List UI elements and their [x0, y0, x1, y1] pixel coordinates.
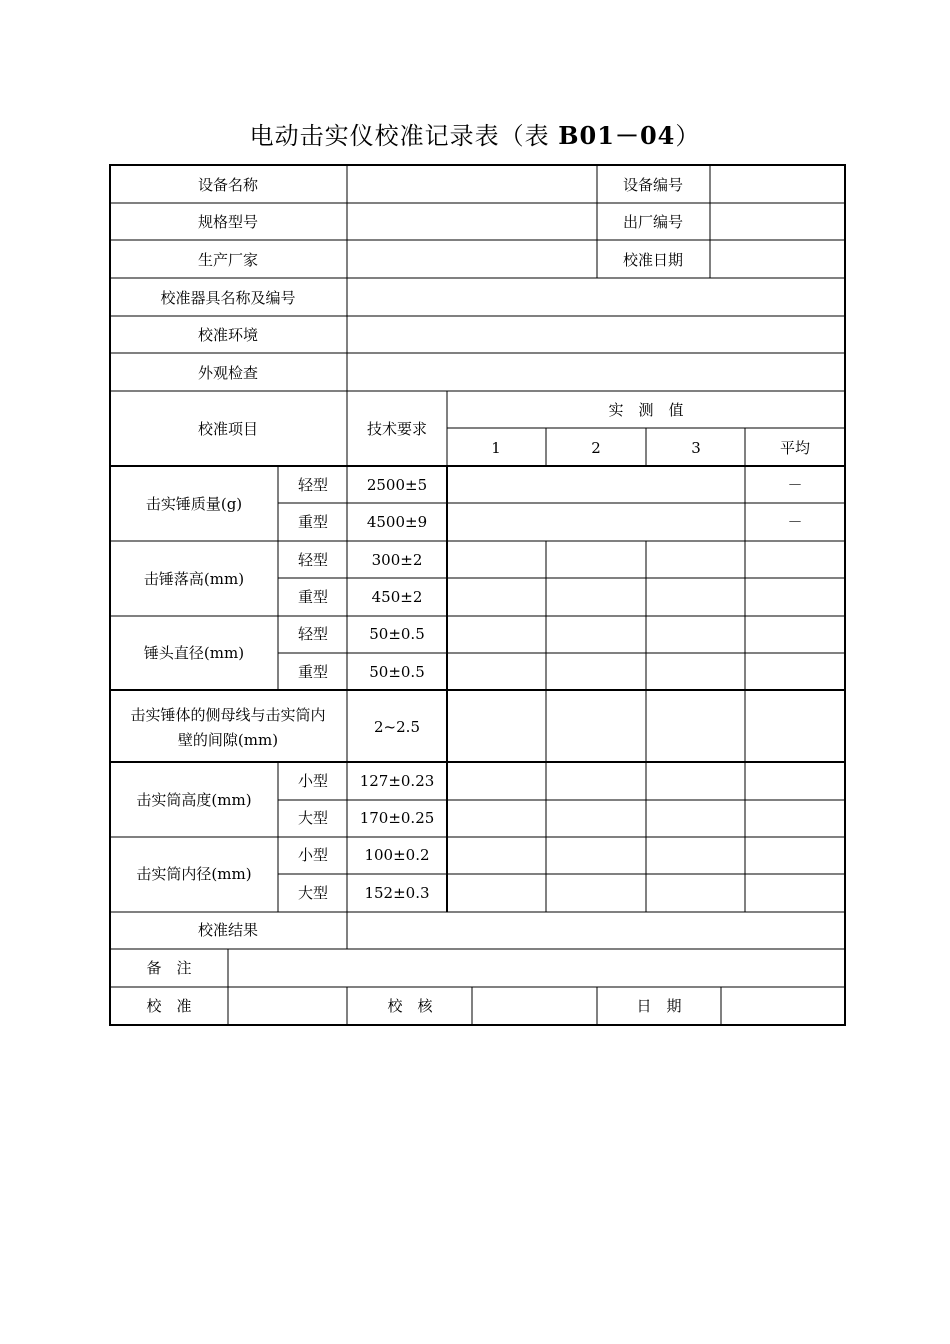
manufacturer-label: 生产厂家	[197, 251, 259, 269]
hammer-mass-light: 轻型	[297, 476, 329, 494]
col-1-header: 1	[491, 439, 501, 457]
hammer-mass-light-req: 2500±5	[366, 476, 428, 494]
head-diameter-heavy-req: 50±0.5	[369, 663, 425, 681]
check-label: 校 核	[387, 997, 433, 1015]
hammer-mass-heavy-avg: －	[787, 513, 803, 531]
head-diameter-light-req: 50±0.5	[369, 625, 425, 643]
drop-height-label: 击锤落高(mm)	[143, 570, 245, 588]
head-diameter-heavy: 重型	[297, 663, 329, 681]
requirement-header: 技术要求	[366, 420, 428, 438]
measured-header: 实 测 值	[608, 401, 684, 419]
gap-req: 2~2.5	[374, 718, 420, 736]
cyl-diameter-label: 击实筒内径(mm)	[136, 865, 252, 883]
calibrate-label: 校 准	[146, 997, 192, 1015]
result-label: 校准结果	[197, 921, 259, 939]
cyl-height-small-req: 127±0.23	[359, 772, 435, 790]
cyl-diameter-large-req: 152±0.3	[364, 884, 430, 902]
instrument-label: 校准器具名称及编号	[160, 289, 296, 307]
cyl-height-large-req: 170±0.25	[359, 809, 435, 827]
col-2-header: 2	[591, 439, 601, 457]
hammer-mass-heavy: 重型	[297, 513, 329, 531]
remark-label: 备 注	[146, 959, 192, 977]
gap-label-line1: 击实锤体的侧母线与击实筒内	[130, 706, 326, 724]
environment-label: 校准环境	[197, 326, 259, 344]
title-close: ）	[675, 122, 701, 150]
item-header: 校准项目	[197, 420, 259, 438]
device-name-label: 设备名称	[197, 176, 259, 194]
cyl-diameter-small: 小型	[297, 846, 329, 864]
date-label: 日 期	[636, 997, 682, 1015]
cyl-diameter-large: 大型	[297, 884, 329, 902]
calib-date-label: 校准日期	[622, 251, 684, 269]
hammer-mass-label: 击实锤质量(g)	[145, 495, 243, 513]
factory-no-label: 出厂编号	[622, 213, 684, 231]
drop-height-heavy: 重型	[297, 588, 329, 606]
cyl-height-large: 大型	[297, 809, 329, 827]
cyl-height-label: 击实筒高度(mm)	[136, 791, 252, 809]
drop-height-light-req: 300±2	[371, 551, 423, 569]
drop-height-light: 轻型	[297, 551, 329, 569]
cyl-diameter-small-req: 100±0.2	[364, 846, 430, 864]
title-code: B01－04	[558, 121, 676, 150]
cyl-height-small: 小型	[297, 772, 329, 790]
hammer-mass-light-avg: －	[787, 476, 803, 494]
head-diameter-label: 锤头直径(mm)	[143, 644, 245, 662]
device-no-label: 设备编号	[622, 176, 684, 194]
appearance-label: 外观检查	[197, 364, 259, 382]
model-label: 规格型号	[197, 213, 259, 231]
avg-header: 平均	[779, 439, 811, 457]
col-3-header: 3	[691, 439, 701, 457]
title-main: 电动击实仪校准记录表（表	[249, 122, 559, 150]
drop-height-heavy-req: 450±2	[371, 588, 423, 606]
head-diameter-light: 轻型	[297, 625, 329, 643]
gap-label-line2: 壁的间隙(mm)	[177, 731, 279, 749]
hammer-mass-heavy-req: 4500±9	[366, 513, 428, 531]
